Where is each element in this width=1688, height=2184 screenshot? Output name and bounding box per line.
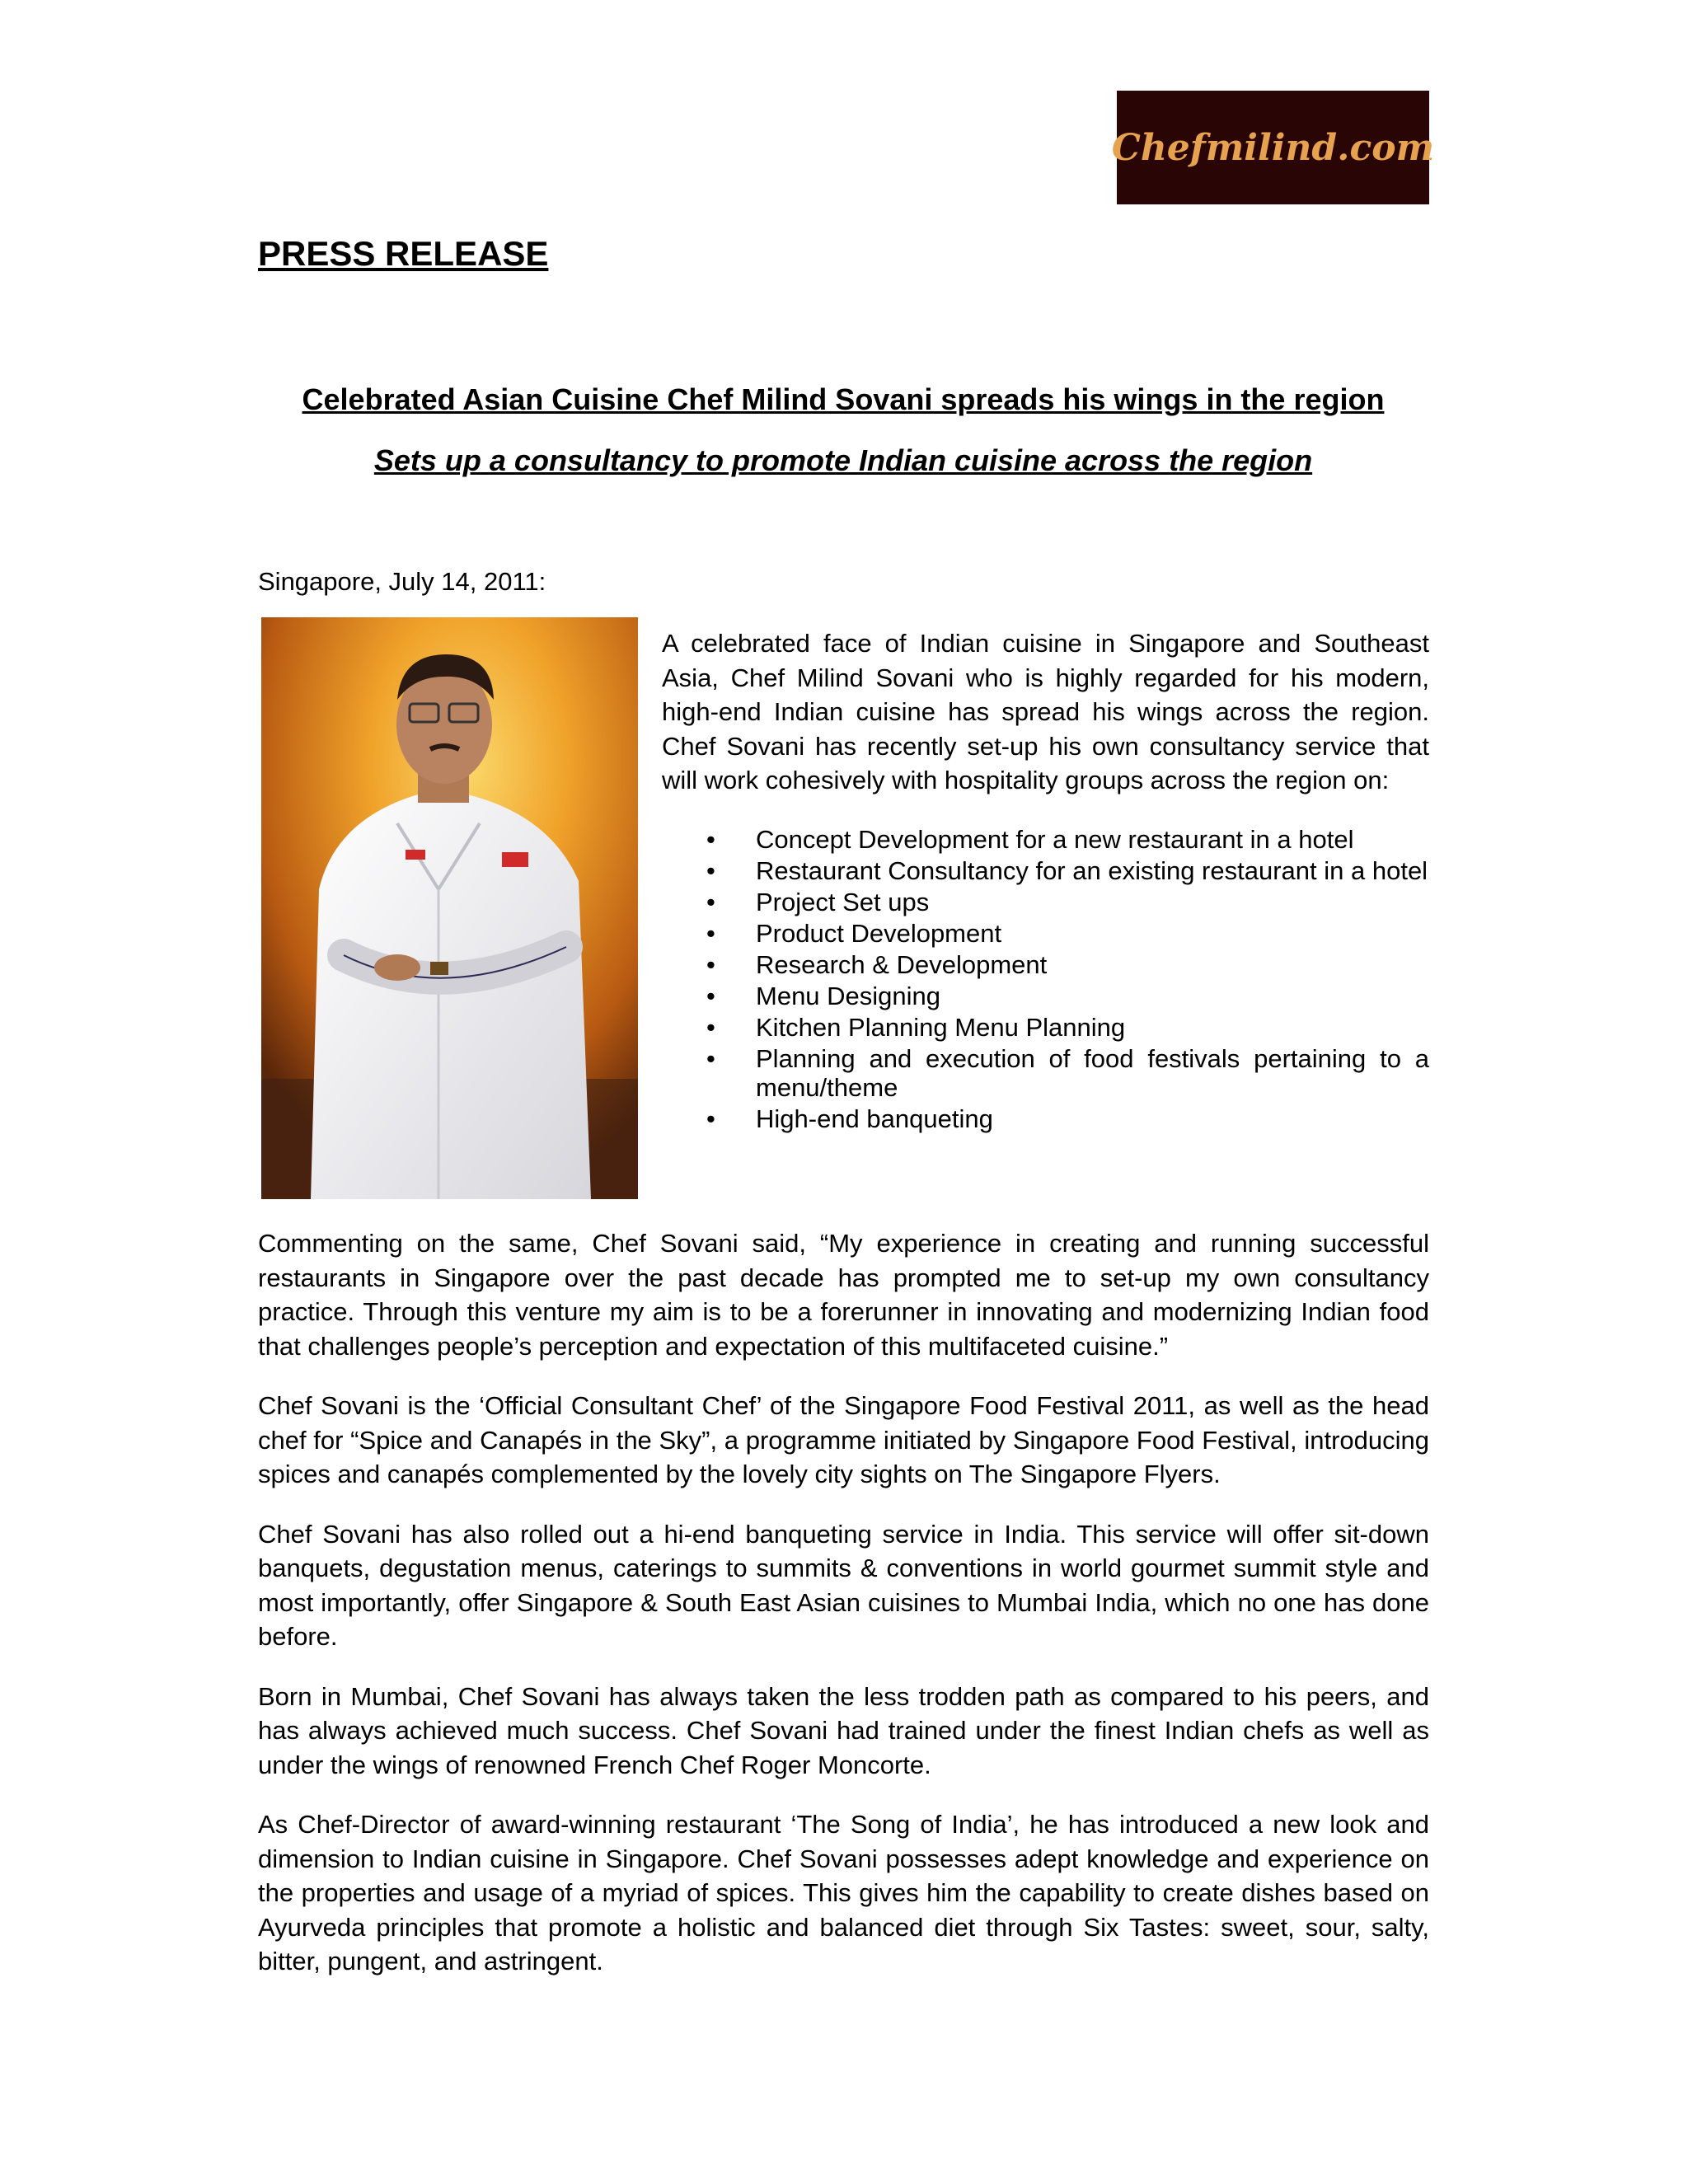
body-paragraph: Born in Mumbai, Chef Sovani has always taken the less trodden path as compared to his peers, and has always achieved much success. Chef Sovani had trained under the finest Indian chefs as well as under the wings of renowned French Chef Roger Moncorte. — [258, 1681, 1429, 1779]
body-text — [258, 1226, 1429, 2004]
headline: Celebrated Asian Cuisine Chef Milind Sovani spreads his wings in the region — [302, 382, 1385, 416]
subheadline: Sets up a consultancy to promote Indian cuisine across the region — [373, 443, 1313, 477]
body-paragraph: As Chef-Director of award-winning restaurant ‘The Song of India’, he has introduced a new look and dimension to Indian cuisine in Singapore. Chef Sovani possesses adept knowledge and experience on the properties and usage of a myriad of spices. This gives him the capability to create dishes based on Ayurveda principles that promote a holistic and balanced diet through Six Tastes: sweet, sour, salty, bitter, pungent, and astringent. — [258, 1810, 1429, 1975]
dateline: Singapore, July 14, 2011: — [258, 567, 546, 596]
list-item: • Kitchen Planning Menu Planning — [706, 1013, 1429, 1042]
chef-portrait-photo — [261, 617, 638, 1199]
list-item: • Planning and execution of food festivals pertaining to a menu/theme — [706, 1044, 1429, 1102]
list-item: • Restaurant Consultancy for an existing restaurant in a hotel — [706, 856, 1429, 885]
logo-text: Chefmilind.com — [1111, 126, 1435, 169]
list-item: • Menu Designing — [706, 982, 1429, 1010]
list-item: • Concept Development for a new restaurant in a hotel — [706, 825, 1429, 854]
list-item: • High-end banqueting — [706, 1104, 1429, 1133]
body-paragraph: Commenting on the same, Chef Sovani said, “My experience in creating and running successful restaurants in Singapore over the past decade has prompted me to set-up my own consultancy practice. Through this venture my aim is to be a forerunner in innovating and modernizing Indian food that challenges people’s perception and expectation of this multifaceted cuisine.” — [258, 1229, 1429, 1361]
chefmilind-logo — [1111, 91, 1435, 204]
list-item: • Research & Development — [706, 950, 1429, 979]
intro-paragraph: A celebrated face of Indian cuisine in Singapore and Southeast Asia, Chef Milind Sovani who is highly regarded for his modern, high-end Indian cuisine has spread his wings across the region. Chef Sovani has recently set-up his own consultancy service that will work cohesively with hospitality groups across the region on: — [662, 629, 1429, 794]
list-item: • Product Development — [706, 919, 1429, 948]
body-paragraph: Chef Sovani is the ‘Official Consultant Chef’ of the Singapore Food Festival 2011, as well as the head chef for “Spice and Canapés in the Sky”, a programme initiated by Singapore Food Festival, introducing spices and canapés complemented by the lovely city sights on The Singapore Flyers. — [258, 1391, 1429, 1488]
press-release-label: PRESS RELEASE — [258, 234, 549, 273]
services-list — [706, 825, 1429, 1136]
body-paragraph: Chef Sovani has also rolled out a hi-end banqueting service in India. This service will offer sit-down banquets, degustation menus, caterings to summits & conventions in world gourmet summit style and most importantly, offer Singapore & South East Asian cuisines to Mumbai India, which no one has done before. — [258, 1519, 1429, 1651]
list-item: • Project Set ups — [706, 888, 1429, 916]
